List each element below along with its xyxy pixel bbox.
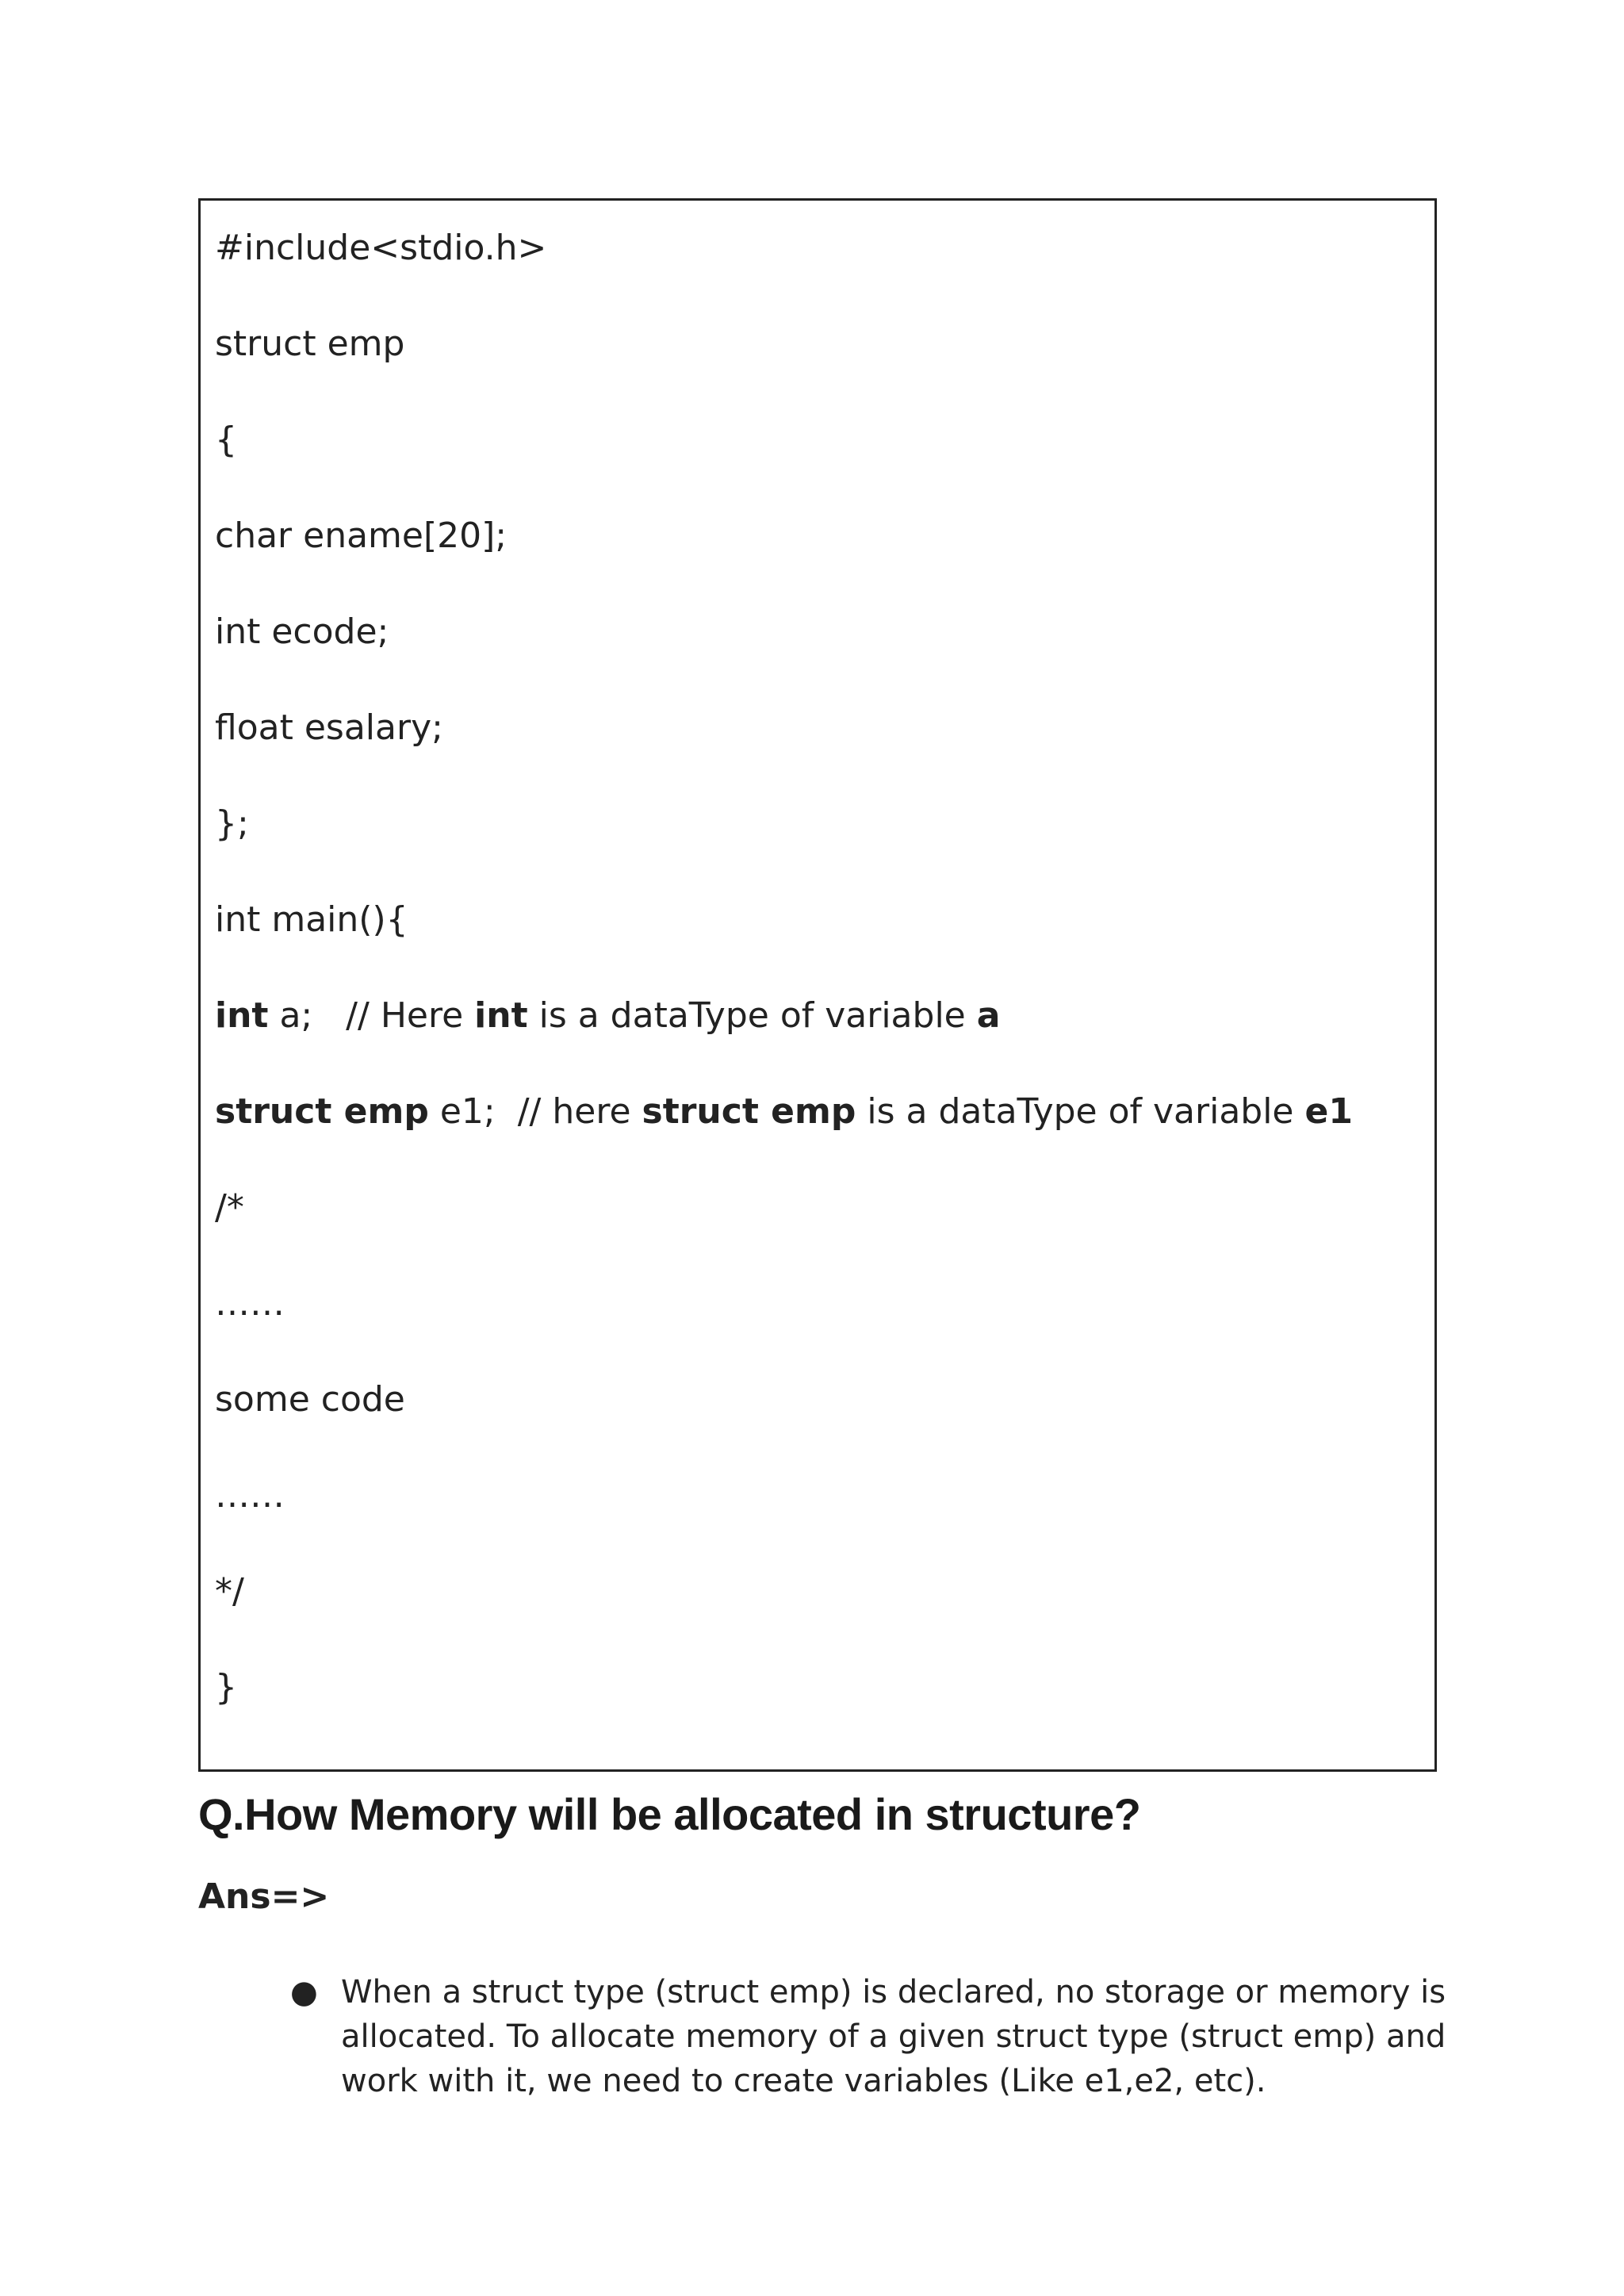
code-text: int ecode; <box>215 611 389 652</box>
code-line <box>215 1376 405 1424</box>
code-line <box>215 416 237 464</box>
code-keyword: struct emp <box>215 1091 429 1132</box>
code-text: a; // Here <box>268 995 475 1036</box>
code-text: */ <box>215 1571 244 1612</box>
code-keyword: e1 <box>1304 1091 1353 1132</box>
bullet-icon: ● <box>290 1974 318 2010</box>
code-line <box>215 1088 1353 1136</box>
code-text: #include<stdio.h> <box>215 228 547 268</box>
code-keyword: a <box>976 995 1001 1036</box>
code-text: int main(){ <box>215 899 408 940</box>
answer-label: Ans=> <box>198 1876 330 1917</box>
code-line <box>215 1184 244 1232</box>
code-text: …… <box>215 1283 285 1324</box>
code-text: /* <box>215 1187 244 1228</box>
code-keyword: struct emp <box>642 1091 856 1132</box>
code-text: is a dataType of variable <box>856 1091 1305 1132</box>
code-line <box>215 320 404 368</box>
code-line <box>215 608 389 656</box>
code-text: }; <box>215 803 249 844</box>
list-item <box>290 1970 1451 2103</box>
code-line <box>215 896 408 944</box>
code-line <box>215 1472 285 1520</box>
code-text: …… <box>215 1475 285 1516</box>
code-line <box>215 992 1000 1040</box>
code-text: } <box>215 1667 237 1708</box>
code-text: is a dataType of variable <box>527 995 977 1036</box>
code-text: char ename[20]; <box>215 516 508 556</box>
code-text: float esalary; <box>215 707 443 748</box>
bullet-text: When a struct type (struct emp) is declared, no storage or memory is allocated. To allocate memory of a given struct type (struct emp) and work with it, we need to create variables (Like e1,e2, etc). <box>341 1974 1446 2099</box>
code-block <box>198 198 1437 1772</box>
code-text: { <box>215 420 237 460</box>
code-text: struct emp <box>215 324 405 364</box>
code-line <box>215 512 507 560</box>
code-line <box>215 1568 244 1616</box>
code-text: e1; // here <box>428 1091 642 1132</box>
code-line <box>215 1664 237 1711</box>
code-keyword: int <box>474 995 528 1036</box>
code-line <box>215 224 546 272</box>
code-line <box>215 704 443 752</box>
code-keyword: int <box>215 995 269 1036</box>
question-heading: Q.How Memory will be allocated in structure? <box>198 1789 1141 1839</box>
code-line <box>215 1280 285 1328</box>
code-line <box>215 800 249 848</box>
code-text: some code <box>215 1379 405 1420</box>
